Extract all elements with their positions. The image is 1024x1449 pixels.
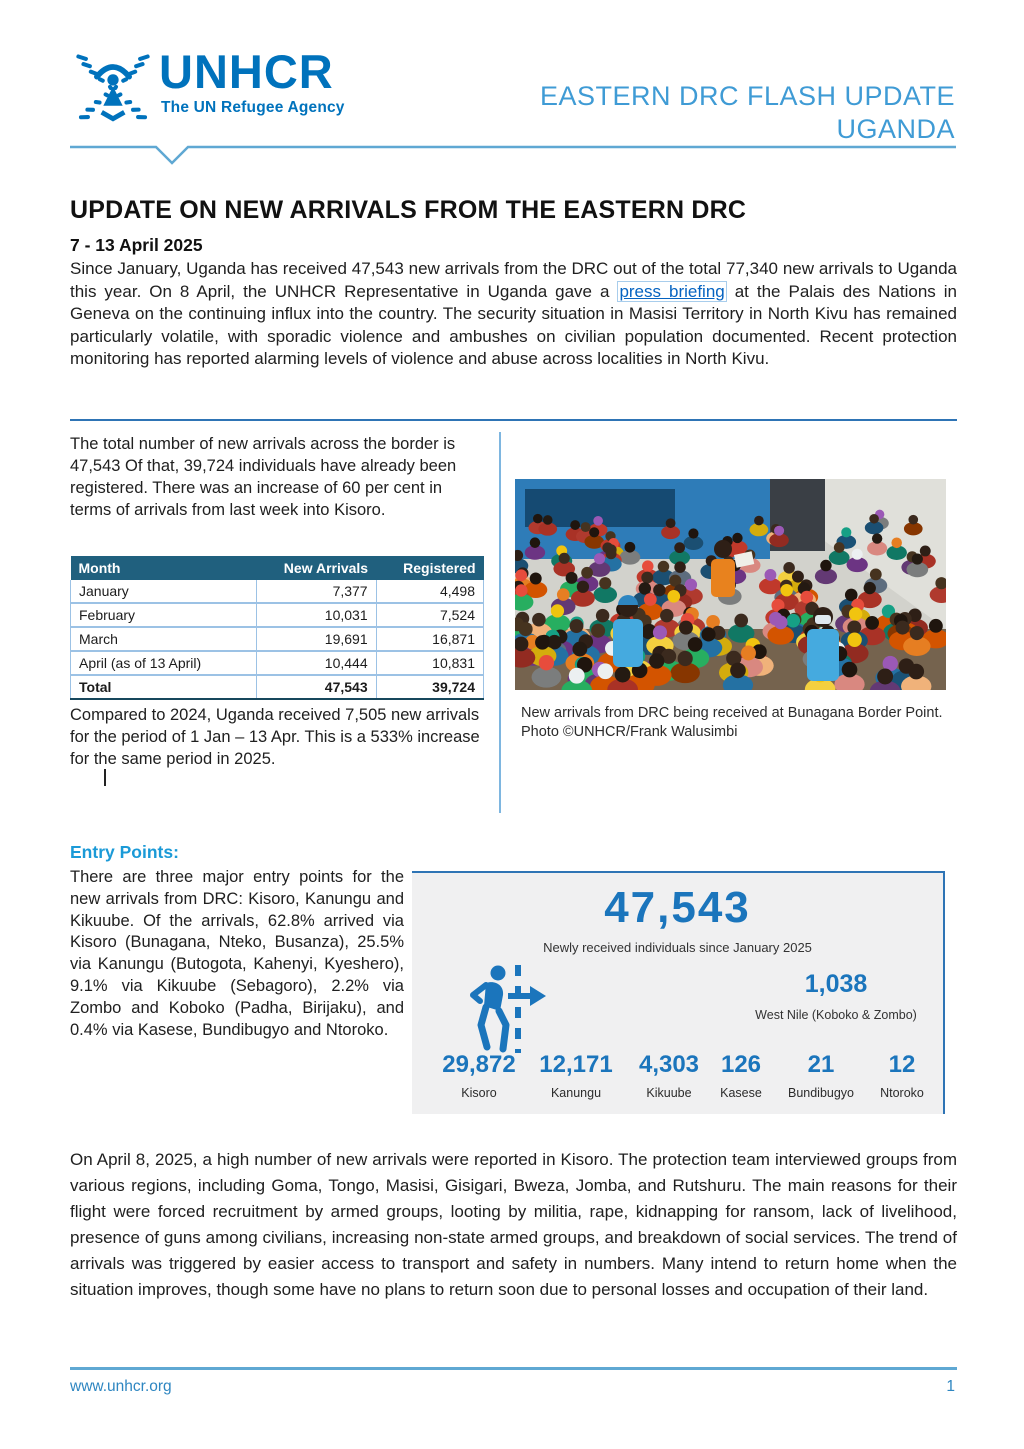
intro-text-before: Since January, Uganda has received 47,543 new arrivals from the DRC out of the total 77,340 new arrivals to Uganda this year. On 8 April, the UNHCR Representative in Uganda gave a bbox=[70, 259, 957, 301]
table-cell-registered: 7,524 bbox=[376, 603, 483, 627]
table-header-new-arrivals: New Arrivals bbox=[256, 556, 376, 580]
footer-website-link[interactable]: www.unhcr.org bbox=[70, 1378, 172, 1395]
entry-stat-label: Kisoro bbox=[461, 1086, 497, 1100]
table-cell-month: February bbox=[71, 603, 257, 627]
flash-update-title bbox=[540, 80, 955, 146]
table-cell-new-arrivals: 19,691 bbox=[256, 627, 376, 651]
table-cell-new-arrivals: 10,444 bbox=[256, 651, 376, 675]
table-row bbox=[71, 603, 484, 627]
table-cell-total-new-arrivals: 47,543 bbox=[256, 675, 376, 699]
west-nile-label: West Nile (Koboko & Zombo) bbox=[755, 1008, 917, 1022]
entry-stat-bundibugyo bbox=[775, 1051, 867, 1100]
comparison-paragraph: Compared to 2024, Uganda received 7,505 new arrivals for the period of 1 Jan – 13 Apr. This is a 533% increase for the same period in 2025. bbox=[70, 706, 480, 768]
table-cell-new-arrivals: 7,377 bbox=[256, 580, 376, 603]
page-number: 1 bbox=[946, 1378, 955, 1395]
page-title: UPDATE ON NEW ARRIVALS FROM THE EASTERN DRC bbox=[70, 196, 747, 224]
table-row bbox=[71, 627, 484, 651]
table-row bbox=[71, 580, 484, 603]
intro-text-after: at the Palais des Nations in Geneva on the continuing influx into the country. The security situation in Masisi Territory in North Kivu has remained particularly volatile, with sporadic violence and ambushes on civilian population documented. Recent protection monitoring has reported alarming levels of violence and abuse across localities in North Kivu. bbox=[70, 281, 958, 368]
photo-caption: New arrivals from DRC being received at Bunagana Border Point. Photo ©UNHCR/Frank Walusimbi bbox=[521, 705, 943, 740]
person-crossing-border-icon bbox=[468, 963, 546, 1055]
date-range: 7 - 13 April 2025 bbox=[70, 235, 203, 255]
arrivals-summary: The total number of new arrivals across the border is 47,543 Of that, 39,724 individuals have already been registered. There was an increase of 60 per cent in terms of arrivals from last week into Kisoro. bbox=[70, 435, 457, 519]
flash-update-title-line1: EASTERN DRC FLASH UPDATE bbox=[539, 81, 955, 111]
table-cell-registered: 10,831 bbox=[376, 651, 483, 675]
west-nile-stat bbox=[730, 970, 942, 1022]
intro-paragraph bbox=[70, 258, 957, 371]
entry-stat-kanungu bbox=[530, 1051, 622, 1100]
flash-update-country: UGANDA bbox=[836, 114, 955, 144]
header-rule bbox=[70, 145, 956, 167]
table-cell-new-arrivals: 10,031 bbox=[256, 603, 376, 627]
total-arrivals-label: Newly received individuals since January 2025 bbox=[543, 940, 812, 955]
west-nile-value: 1,038 bbox=[804, 970, 868, 998]
brand-tagline: The UN Refugee Agency bbox=[161, 99, 345, 116]
table-header-month: Month bbox=[71, 556, 257, 580]
entry-stat-label: Ntoroko bbox=[880, 1086, 924, 1100]
entry-stat-value: 12,171 bbox=[539, 1051, 613, 1078]
press-briefing-link[interactable]: press briefing bbox=[619, 281, 725, 301]
table-header-registered: Registered bbox=[376, 556, 483, 580]
total-arrivals-value: 47,543 bbox=[604, 883, 751, 932]
infographic-panel bbox=[412, 871, 945, 1114]
table-header-row bbox=[71, 556, 484, 580]
entry-points-paragraph: There are three major entry points for the new arrivals from DRC: Kisoro, Kanungu and Kikuube. Of the arrivals, 62.8% arrived via Kisoro (Bunagana, Nteko, Busanza), 25.5% via Kanungu (Butogota, Kahenyi, Kyeshero), 9.1% via Kikuube (Sebagoro), 2.2% via Zombo and Koboko (Padha, Birijaku), and 0.4% via Kasese, Bundibugyo and Ntoroko. bbox=[70, 868, 404, 1039]
entry-points-heading: Entry Points: bbox=[70, 842, 179, 862]
entry-stat-label: Bundibugyo bbox=[787, 1086, 855, 1100]
section-separator bbox=[70, 419, 957, 421]
table-cell-month: January bbox=[71, 580, 257, 603]
entry-stat-value: 126 bbox=[720, 1051, 762, 1078]
brand-name: UNHCR bbox=[159, 45, 334, 98]
entry-stat-label: Kasese bbox=[720, 1086, 762, 1100]
footer-rule bbox=[70, 1367, 957, 1370]
table-total-row bbox=[71, 675, 484, 699]
entry-stat-kasese bbox=[695, 1051, 787, 1100]
arrivals-table bbox=[70, 556, 484, 700]
entry-stat-kisoro bbox=[433, 1051, 525, 1100]
entry-stat-label: Kanungu bbox=[550, 1086, 602, 1100]
entry-stat-value: 29,872 bbox=[442, 1051, 516, 1078]
arrivals-photo bbox=[515, 479, 946, 690]
entry-stat-value: 12 bbox=[888, 1051, 916, 1078]
table-cell-month: March bbox=[71, 627, 257, 651]
text-cursor bbox=[104, 769, 106, 786]
table-cell-month: April (as of 13 April) bbox=[71, 651, 257, 675]
column-divider bbox=[499, 432, 501, 813]
table-cell-registered: 16,871 bbox=[376, 627, 483, 651]
entry-stat-value: 4,303 bbox=[638, 1051, 700, 1078]
table-row bbox=[71, 651, 484, 675]
table-cell-registered: 4,498 bbox=[376, 580, 483, 603]
unhcr-emblem-icon bbox=[72, 46, 154, 130]
entry-stat-ntoroko bbox=[856, 1051, 948, 1100]
entry-stat-label: Kikuube bbox=[646, 1086, 692, 1100]
april8-paragraph: On April 8, 2025, a high number of new arrivals were reported in Kisoro. The protection team interviewed groups from various regions, including Goma, Tongo, Masisi, Gisigari, Bweza, Jomba, and Rutshuru. The main reasons for their flight were forced recruitment by armed groups, looting by militia, rape, kidnapping for ransom, lack of livelihood, presence of guns among civilians, increasing non-state armed groups, and breakdown of social services. The trend of arrivals was triggered by easier access to transport and safety in numbers. Many intend to return home when the situation improves, though some have no plans to return soon due to personal losses and occupation of their land. bbox=[70, 1150, 957, 1299]
table-cell-total-label: Total bbox=[71, 675, 257, 699]
entry-stat-value: 21 bbox=[807, 1051, 835, 1078]
table-cell-total-registered: 39,724 bbox=[376, 675, 483, 699]
